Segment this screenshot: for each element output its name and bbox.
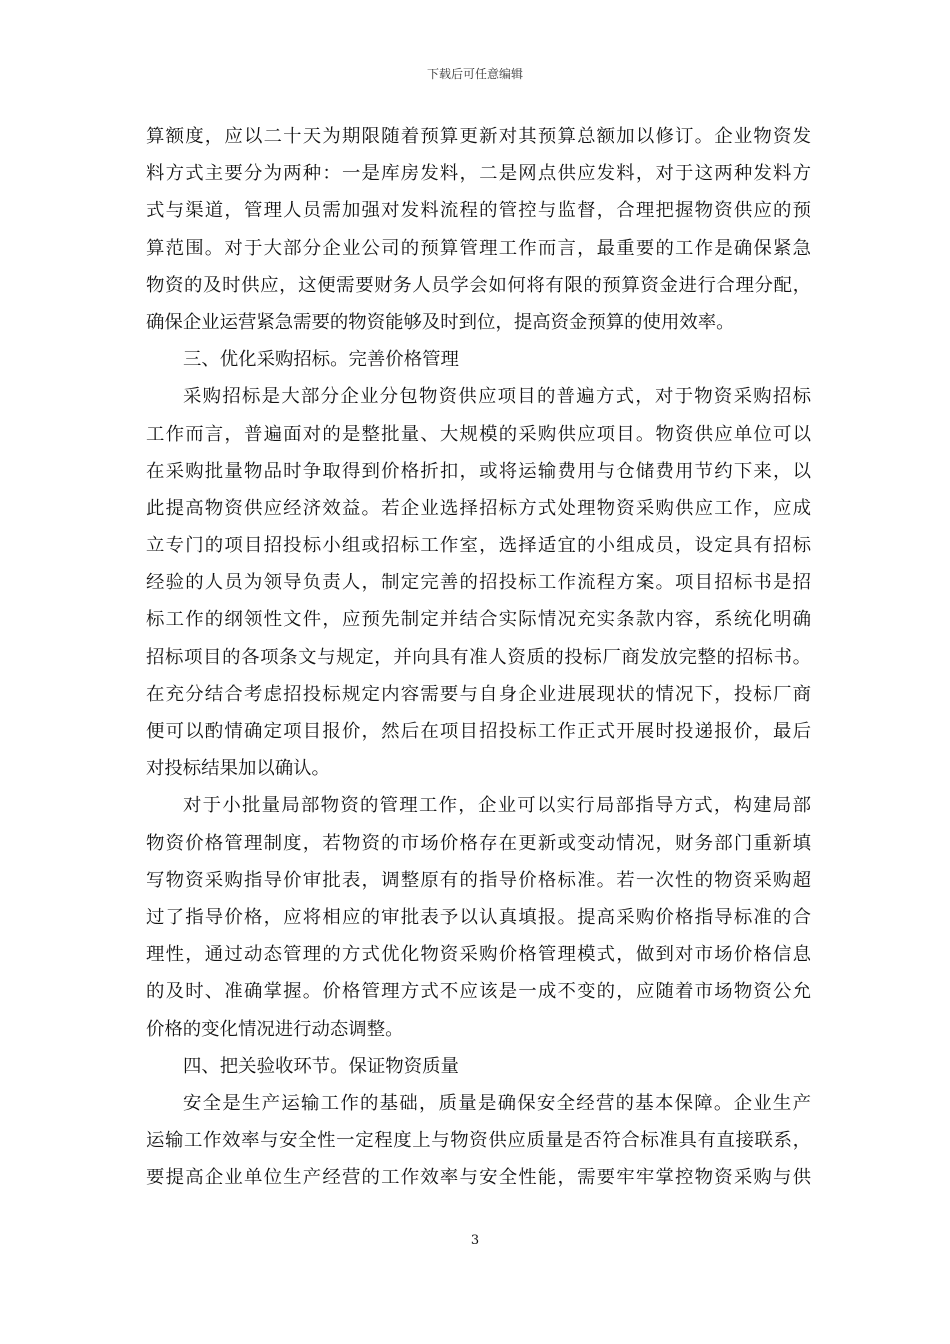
text-line: 四、把关验收环节。保证物资质量 bbox=[183, 1055, 459, 1077]
text-line: 料方式主要分为两种：一是库房发料，二是网点供应发料，对于这两种发料方 bbox=[146, 163, 811, 185]
text-line: 写物资采购指导价审批表，调整原有的指导价格标准。若一次性的物资采购超 bbox=[146, 869, 811, 891]
text-line: 安全是生产运输工作的基础，质量是确保安全经营的基本保障。企业生产 bbox=[183, 1092, 811, 1114]
text-line: 在充分结合考虑招投标规定内容需要与自身企业进展现状的情况下，投标厂商 bbox=[146, 683, 811, 705]
paragraph bbox=[146, 1085, 811, 1197]
section-heading bbox=[146, 1048, 811, 1085]
text-line: 便可以酌情确定项目报价，然后在项目招投标工作正式开展时投递报价，最后 bbox=[146, 721, 811, 742]
section-heading bbox=[146, 341, 811, 378]
text-line: 的及时、准确掌握。价格管理方式不应该是一成不变的，应随着市场物资公允 bbox=[146, 981, 811, 1003]
text-line: 三、优化采购招标。完善价格管理 bbox=[183, 349, 459, 371]
text-line: 工作而言，普遍面对的是整批量、大规模的采购供应项目。物资供应单位可以 bbox=[146, 423, 811, 445]
text-line: 对投标结果加以确认。 bbox=[146, 758, 330, 780]
text-line: 在采购批量物品时争取得到价格折扣，或将运输费用与仓储费用节约下来，以 bbox=[146, 460, 811, 482]
text-line: 经验的人员为领导负责人，制定完善的招投标工作流程方案。项目招标书是招 bbox=[146, 572, 811, 594]
text-line: 算范围。对于大部分企业公司的预算管理工作而言，最重要的工作是确保紧急 bbox=[146, 237, 811, 259]
text-line: 物资价格管理制度，若物资的市场价格存在更新或变动情况，财务部门重新填 bbox=[146, 832, 811, 854]
text-line: 物资的及时供应，这便需要财务人员学会如何将有限的预算资金进行合理分配， bbox=[146, 274, 811, 296]
text-line: 式与渠道，管理人员需加强对发料流程的管控与监督，合理把握物资供应的预 bbox=[146, 200, 811, 222]
text-line: 标工作的纲领性文件，应预先制定并结合实际情况充实条款内容，系统化明确 bbox=[146, 609, 811, 631]
text-line: 立专门的项目招投标小组或招标工作室，选择适宜的小组成员，设定具有招标 bbox=[146, 535, 811, 557]
document-body bbox=[146, 118, 811, 1196]
text-line: 此提高物资供应经济效益。若企业选择招标方式处理物资采购供应工作，应成 bbox=[146, 497, 811, 519]
text-line: 理性，通过动态管理的方式优化物资采购价格管理模式，做到对市场价格信息 bbox=[146, 944, 811, 966]
text-line: 过了指导价格，应将相应的审批表予以认真填报。提高采购价格指导标准的合 bbox=[146, 906, 811, 928]
text-line: 要提高企业单位生产经营的工作效率与安全性能，需要牢牢掌控物资采购与供 bbox=[146, 1167, 811, 1189]
paragraph bbox=[146, 378, 811, 787]
text-line: 价格的变化情况进行动态调整。 bbox=[146, 1018, 404, 1040]
text-line: 招标项目的各项条文与规定，并向具有准人资质的投标厂商发放完整的招标书。 bbox=[146, 646, 811, 668]
text-line: 算额度，应以二十天为期限随着预算更新对其预算总额加以修订。企业物资发 bbox=[146, 126, 811, 147]
text-line: 对于小批量局部物资的管理工作，企业可以实行局部指导方式，构建局部 bbox=[183, 795, 811, 817]
text-line: 确保企业运营紧急需要的物资能够及时到位，提高资金预算的使用效率。 bbox=[146, 311, 735, 333]
paragraph bbox=[146, 787, 811, 1047]
text-line: 采购招标是大部分企业分包物资供应项目的普遍方式，对于物资采购招标 bbox=[183, 386, 811, 408]
page-number: 3 bbox=[470, 1233, 480, 1248]
paragraph bbox=[146, 118, 811, 341]
page-header: 下载后可任意编辑 bbox=[426, 67, 523, 81]
text-line: 运输工作效率与安全性一定程度上与物资供应质量是否符合标准具有直接联系， bbox=[146, 1130, 811, 1152]
